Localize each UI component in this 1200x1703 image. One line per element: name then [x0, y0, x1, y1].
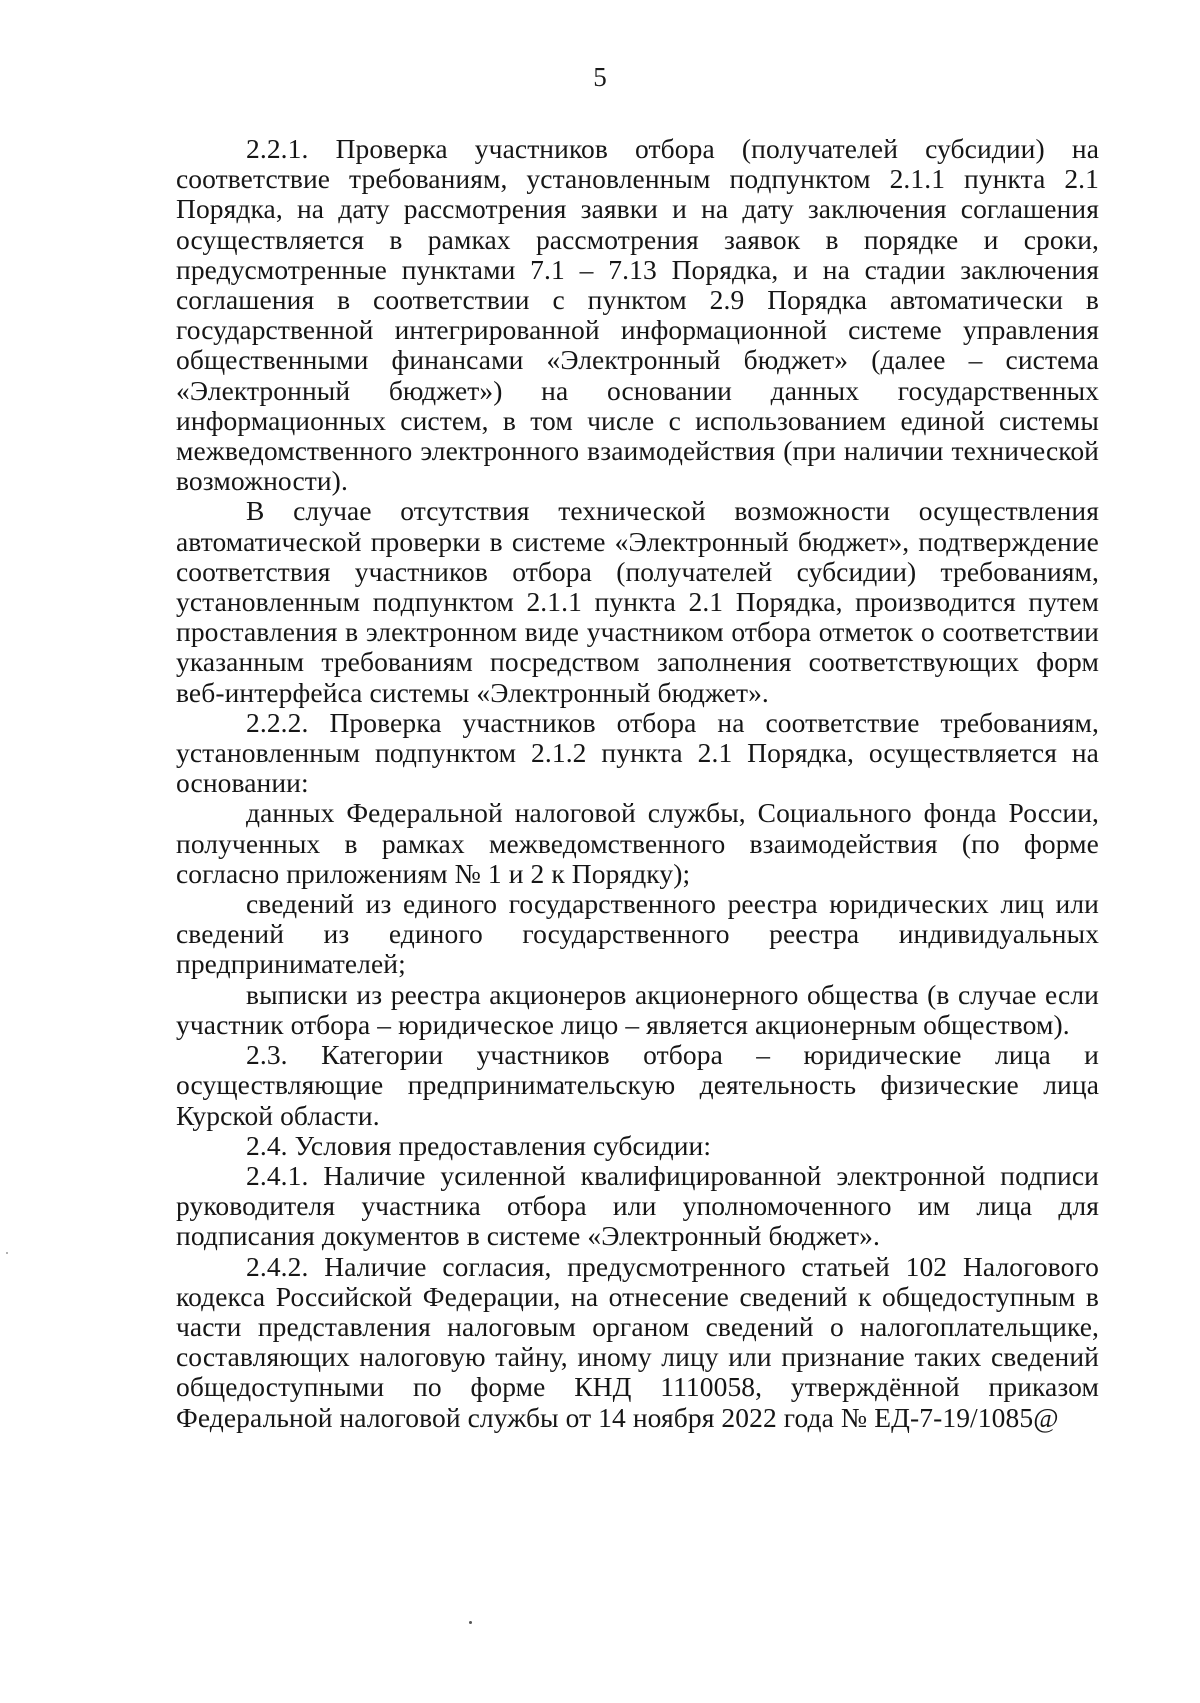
paragraph-2-2-1: 2.2.1. Проверка участников отбора (получателей субсидии) на соответствие требованиям, установленным подпунктом 2.1.1 пункта 2.1 Порядка, на дату рассмотрения заявки и на дату заключения соглашения осуществляется в рамках рассмотрения заявок в порядке и сроки, предусмотренные пунктами 7.1 – 7.13 Порядка, и на стадии заключения соглашения в соответствии с пунктом 2.9 Порядка автоматически в государственной интегрированной информационной системе управления общественными финансами «Электронный бюджет» (далее – система «Электронный бюджет») на основании данных государственных информационных систем, в том числе с использованием единой системы межведомственного электронного взаимодействия (при наличии технической возможности). — [176, 133, 1099, 497]
paragraph-2-3: 2.3. Категории участников отбора – юридические лица и осуществляющие предпринимательскую деятельность физические лица Курской области. — [176, 1039, 1099, 1131]
paragraph-2-4-2: 2.4.2. Наличие согласия, предусмотренного статьей 102 Налогового кодекса Российской Федерации, на отнесение сведений к общедоступным в части представления налоговым органом сведений о налогоплательщике, составляющих налоговую тайну, иному лицу или признание таких сведений общедоступными по форме КНД 1110058, утверждённой приказом Федеральной налоговой службы от 14 ноября 2022 года № ЕД-7-19/1085@ — [176, 1250, 1099, 1433]
document-body — [176, 134, 1099, 1433]
scan-artifact-speck — [6, 1252, 8, 1254]
paragraph-2-4-1: 2.4.1. Наличие усиленной квалифицированной электронной подписи руководителя участника отбора или уполномоченного им лица для подписания документов в системе «Электронный бюджет». — [176, 1159, 1099, 1252]
paragraph-no-tech-possibility: В случае отсутствия технической возможности осуществления автоматической проверки в системе «Электронный бюджет», подтверждение соответствия участников отбора (получателей субсидии) требованиям, установленным подпунктом 2.1.1 пункта 2.1 Порядка, производится путем проставления в электронном виде участником отбора отметок о соответствии указанным требованиям посредством заполнения соответствующих форм веб-интерфейса системы «Электронный бюджет». — [176, 495, 1099, 708]
paragraph-2-2-2: 2.2.2. Проверка участников отбора на соответствие требованиям, установленным подпунктом 2.1.2 пункта 2.1 Порядка, осуществляется на основании: — [176, 706, 1099, 799]
paragraph-fns-data: данных Федеральной налоговой службы, Социального фонда России, полученных в рамках межведомственного взаимодействия (по форме согласно приложениям № 1 и 2 к Порядку); — [176, 797, 1099, 889]
page-number: 5 — [593, 62, 607, 92]
paragraph-2-4: 2.4. Условия предоставления субсидии: — [246, 1129, 712, 1161]
paragraph-egrul: сведений из единого государственного реестра юридических лиц или сведений из единого государственного реестра индивидуальных предпринимателей; — [176, 888, 1099, 980]
paragraph-shareholders: выписки из реестра акционеров акционерного общества (в случае если участник отбора – юридическое лицо – является акционерным обществом). — [176, 978, 1099, 1040]
scan-artifact-dot — [469, 1621, 472, 1624]
